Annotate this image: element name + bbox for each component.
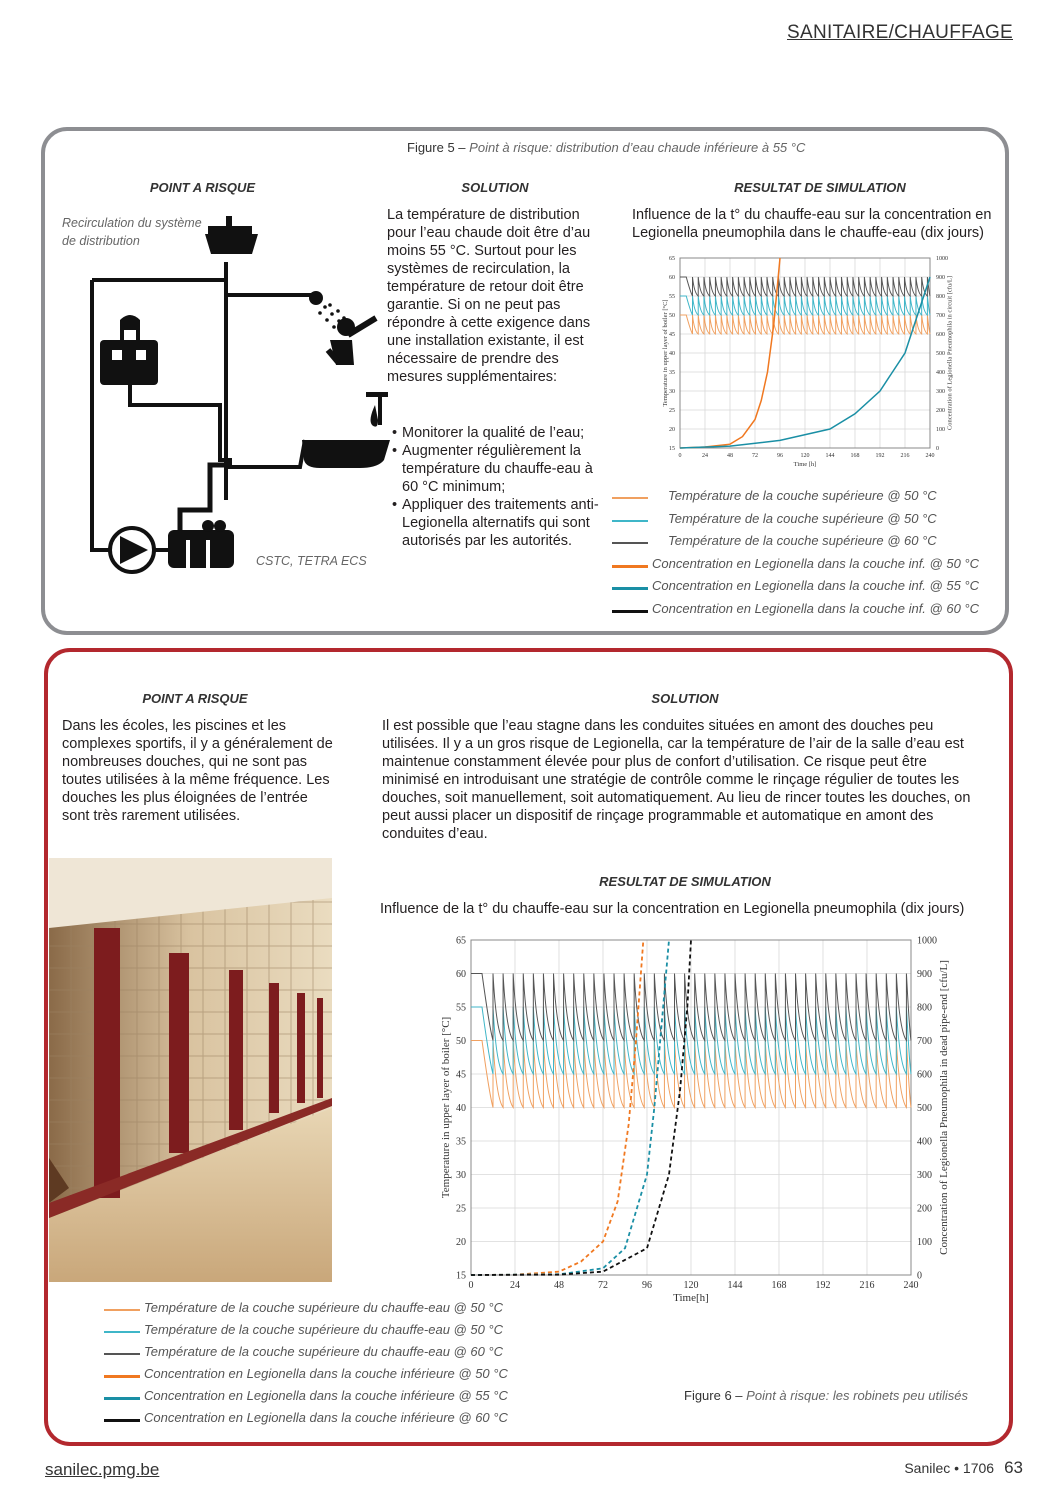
legend-label: Concentration en Legionella dans la couche inférieure @ 60 °C — [144, 1410, 508, 1425]
x-tick-label: 192 — [875, 453, 885, 459]
pump-icon — [110, 528, 154, 572]
legend-entry — [104, 1410, 624, 1430]
y-tick-label: 15 — [669, 446, 675, 453]
y2-tick-label: 300 — [917, 1170, 932, 1181]
legend-swatch — [104, 1353, 140, 1355]
y-tick-label: 30 — [456, 1170, 466, 1181]
bathtub-icon — [302, 392, 390, 468]
legend-swatch — [104, 1309, 140, 1311]
legend-label: Concentration en Legionella dans la couche inf. @ 50 °C — [652, 555, 979, 571]
x-tick-label: 96 — [777, 453, 783, 459]
page-number: 63 — [1004, 1458, 1023, 1477]
y-tick-label: 40 — [456, 1103, 466, 1114]
y-tick-label: 35 — [456, 1136, 466, 1148]
y2-tick-label: 0 — [917, 1270, 922, 1282]
legend-entry — [612, 488, 1002, 508]
figure5-risk-note: Recirculation du système de distribution — [62, 216, 202, 248]
y-tick-label: 60 — [669, 275, 675, 282]
y2-tick-label: 100 — [917, 1237, 932, 1248]
y2-tick-label: 1000 — [917, 935, 937, 947]
x-tick-label: 168 — [850, 453, 860, 459]
y-tick-label: 30 — [669, 389, 675, 396]
y-tick-label: 15 — [456, 1270, 466, 1282]
x-tick-label: 240 — [903, 1280, 919, 1291]
legend-entry — [104, 1344, 624, 1364]
legend-swatch — [612, 520, 648, 522]
y-tick-label: 50 — [456, 1036, 466, 1047]
y2-tick-label: 800 — [936, 294, 945, 301]
y2-tick-label: 600 — [936, 332, 945, 339]
legend-swatch — [104, 1375, 140, 1378]
legend-label: Température de la couche supérieure @ 50 °C — [668, 510, 937, 526]
y2-tick-label: 900 — [936, 275, 945, 282]
figure6-chart — [425, 930, 990, 1315]
x-tick-label: 168 — [771, 1280, 787, 1291]
figure6-solution-text: Il est possible que l’eau stagne dans les conduites situées en amont des douches peu utilisées. Il y a un gros risque de Legionella, car la température de l’air de la salle d’eau est maintenue constamment élevée pour plus de confort d’utilisation. Ce risque peut être minimisé en introduisant une stratégie de contrôle comme le rinçage régulier de toutes les douches, soit manuellement, soit automatiquement. Au lieu de rincer toutes les douches, on peut aussi placer un dispositif de rinçage programmable et automatique en amont des conduites d’eau. — [382, 718, 971, 842]
y-tick-label: 25 — [669, 408, 675, 415]
mixer-tap-icon — [100, 315, 158, 385]
legend-entry — [612, 533, 1002, 553]
footer-site-link[interactable]: sanilec.pmg.be — [45, 1460, 160, 1479]
figure6-risk-title: POINT A RISQUE — [142, 691, 248, 706]
x-tick-label: 0 — [678, 453, 682, 459]
legend-entry — [104, 1366, 624, 1386]
bullet-item: • Appliquer des traitements anti-Legionella alternatifs qui sont autorisés par les autorités. — [392, 496, 612, 550]
figure5-legend — [612, 488, 1002, 628]
y2-axis-label: Concentration of Legionella Pneumophila in circuit [cfu/L] — [946, 275, 954, 431]
figure5-chart — [640, 250, 954, 480]
y-tick-label: 40 — [669, 351, 675, 358]
shower-icon — [309, 291, 376, 365]
y2-axis-label: Concentration of Legionella Pneumophila in dead pipe-end [cfu/L] — [938, 960, 950, 1255]
legend-swatch — [612, 497, 648, 499]
legend-label: Température de la couche supérieure @ 60 °C — [668, 533, 937, 548]
y2-tick-label: 700 — [936, 313, 945, 320]
y-tick-label: 60 — [456, 969, 466, 980]
y-tick-label: 35 — [669, 370, 675, 377]
x-tick-label: 144 — [825, 453, 835, 459]
magazine-issue: Sanilec • 1706 — [904, 1460, 995, 1476]
legend-swatch — [612, 587, 648, 590]
x-tick-label: 72 — [598, 1280, 608, 1291]
figure5-solution-title: SOLUTION — [461, 180, 529, 195]
y2-tick-label: 200 — [917, 1203, 932, 1215]
legend-swatch — [612, 542, 648, 544]
figure5-credit: CSTC, TETRA ECS — [256, 554, 367, 568]
legend-swatch — [612, 610, 648, 613]
legend-entry — [612, 578, 1002, 598]
figure6-sim-title: RESULTAT DE SIMULATION — [599, 874, 771, 889]
y2-tick-label: 400 — [936, 370, 945, 377]
legend-label: Température de la couche supérieure du chauffe-eau @ 50 °C — [144, 1300, 504, 1315]
figure5-risk-title: POINT A RISQUE — [149, 180, 256, 195]
y-tick-label: 50 — [669, 313, 675, 320]
y2-tick-label: 400 — [917, 1136, 932, 1148]
figure5-bullet-list — [392, 424, 612, 550]
y2-tick-label: 300 — [936, 389, 945, 396]
x-tick-label: 120 — [800, 453, 810, 459]
x-tick-label: 192 — [815, 1280, 831, 1291]
y-tick-label: 65 — [456, 935, 466, 947]
y-tick-label: 65 — [669, 256, 675, 263]
x-tick-label: 48 — [727, 453, 733, 459]
x-tick-label: 216 — [859, 1280, 875, 1291]
legend-label: Température de la couche supérieure du chauffe-eau @ 50 °C — [144, 1322, 504, 1337]
legend-entry — [104, 1300, 624, 1320]
legend-swatch — [104, 1419, 140, 1422]
y2-tick-label: 200 — [936, 408, 945, 415]
y2-tick-label: 900 — [917, 969, 932, 980]
legend-label: Concentration en Legionella dans la couche inférieure @ 55 °C — [144, 1388, 508, 1403]
figure6-legend — [104, 1300, 624, 1440]
legend-label: Température de la couche supérieure @ 50 °C — [668, 488, 937, 503]
x-axis-label: Time[h] — [673, 1292, 709, 1304]
sink-icon — [205, 216, 258, 254]
legend-label: Concentration en Legionella dans la couche inf. @ 60 °C — [652, 600, 979, 616]
x-tick-label: 120 — [683, 1280, 699, 1291]
x-tick-label: 96 — [642, 1280, 652, 1291]
y-axis-label: Temperature in upper layer of boiler [°C] — [661, 299, 669, 407]
x-tick-label: 24 — [702, 453, 708, 459]
x-axis-label: Time [h] — [793, 461, 817, 468]
y-axis-label: Temperature in upper layer of boiler [°C] — [440, 1016, 452, 1199]
x-tick-label: 24 — [510, 1280, 520, 1291]
y2-tick-label: 600 — [917, 1069, 932, 1081]
legend-entry — [104, 1322, 624, 1342]
legend-entry — [612, 511, 1002, 531]
legend-entry — [612, 601, 1002, 621]
section-header: SANITAIRE/CHAUFFAGE — [787, 22, 1013, 43]
figure5-sim-text: Influence de la t° du chauffe-eau sur la concentration en Legionella pneumophila dans le chauffe-eau (dix jours) — [632, 207, 992, 241]
x-tick-label: 72 — [752, 453, 758, 459]
figure6-risk-text: Dans les écoles, les piscines et les complexes sportifs, il y a généralement de nombreuses douches, qui ne sont pas toutes utilisées à la même fréquence. Les douches les plus éloignées de l’entrée sont très rarement utilisées. — [62, 718, 333, 824]
legend-label: Concentration en Legionella dans la couche inférieure @ 50 °C — [144, 1366, 508, 1381]
y2-tick-label: 500 — [917, 1103, 932, 1114]
y2-tick-label: 1000 — [936, 256, 948, 263]
y-tick-label: 45 — [456, 1069, 466, 1081]
figure5-sim-title: RESULTAT DE SIMULATION — [734, 180, 906, 195]
y-tick-label: 45 — [669, 332, 675, 339]
y-tick-label: 55 — [669, 294, 675, 301]
y2-tick-label: 0 — [936, 446, 939, 453]
legend-swatch — [104, 1397, 140, 1400]
x-tick-label: 48 — [554, 1280, 564, 1291]
x-tick-label: 240 — [925, 453, 935, 459]
footer-magazine — [904, 1458, 1023, 1478]
legend-swatch — [104, 1331, 140, 1333]
legend-label: Concentration en Legionella dans la couche inf. @ 55 °C — [652, 578, 979, 593]
y-tick-label: 20 — [669, 427, 675, 434]
figure6-caption: Figure 6 – Point à risque: les robinets peu utilisés — [684, 1388, 969, 1403]
legend-entry — [104, 1388, 624, 1408]
y2-tick-label: 100 — [936, 427, 945, 434]
x-tick-label: 0 — [468, 1280, 474, 1291]
y2-tick-label: 700 — [917, 1036, 932, 1047]
bullet-item: • Monitorer la qualité de l’eau; — [392, 424, 612, 442]
recirculation-diagram — [80, 210, 390, 580]
x-tick-label: 144 — [727, 1280, 743, 1291]
y-tick-label: 20 — [456, 1237, 466, 1248]
y2-tick-label: 800 — [917, 1002, 932, 1014]
shower-room-photo — [49, 858, 332, 1282]
legend-entry — [612, 556, 1002, 576]
figure5-caption: Figure 5 – Point à risque: distribution d’eau chaude inférieure à 55 °C — [407, 140, 806, 155]
figure6-solution-title: SOLUTION — [651, 691, 719, 706]
x-tick-label: 216 — [900, 453, 910, 459]
y2-tick-label: 500 — [936, 351, 945, 358]
legend-label: Température de la couche supérieure du chauffe-eau @ 60 °C — [144, 1344, 504, 1359]
legend-swatch — [612, 565, 648, 568]
figure5-solution-text: La température de distribution pour l’eau chaude doit être d’au moins 55 °C. Surtout pour les systèmes de recirculation, la température de retour doit être garantie. Si on ne peut pas répondre à cette exigence dans une installation existante, il est nécessaire de prendre des mesures supplémentaires: — [387, 207, 591, 385]
bullet-item: • Augmenter régulièrement la température du chauffe-eau à 60 °C minimum; — [392, 442, 612, 496]
figure6-sim-text: Influence de la t° du chauffe-eau sur la concentration en Legionella pneumophila (dix jours) — [380, 901, 965, 917]
y-tick-label: 25 — [456, 1203, 466, 1215]
y-tick-label: 55 — [456, 1002, 466, 1014]
